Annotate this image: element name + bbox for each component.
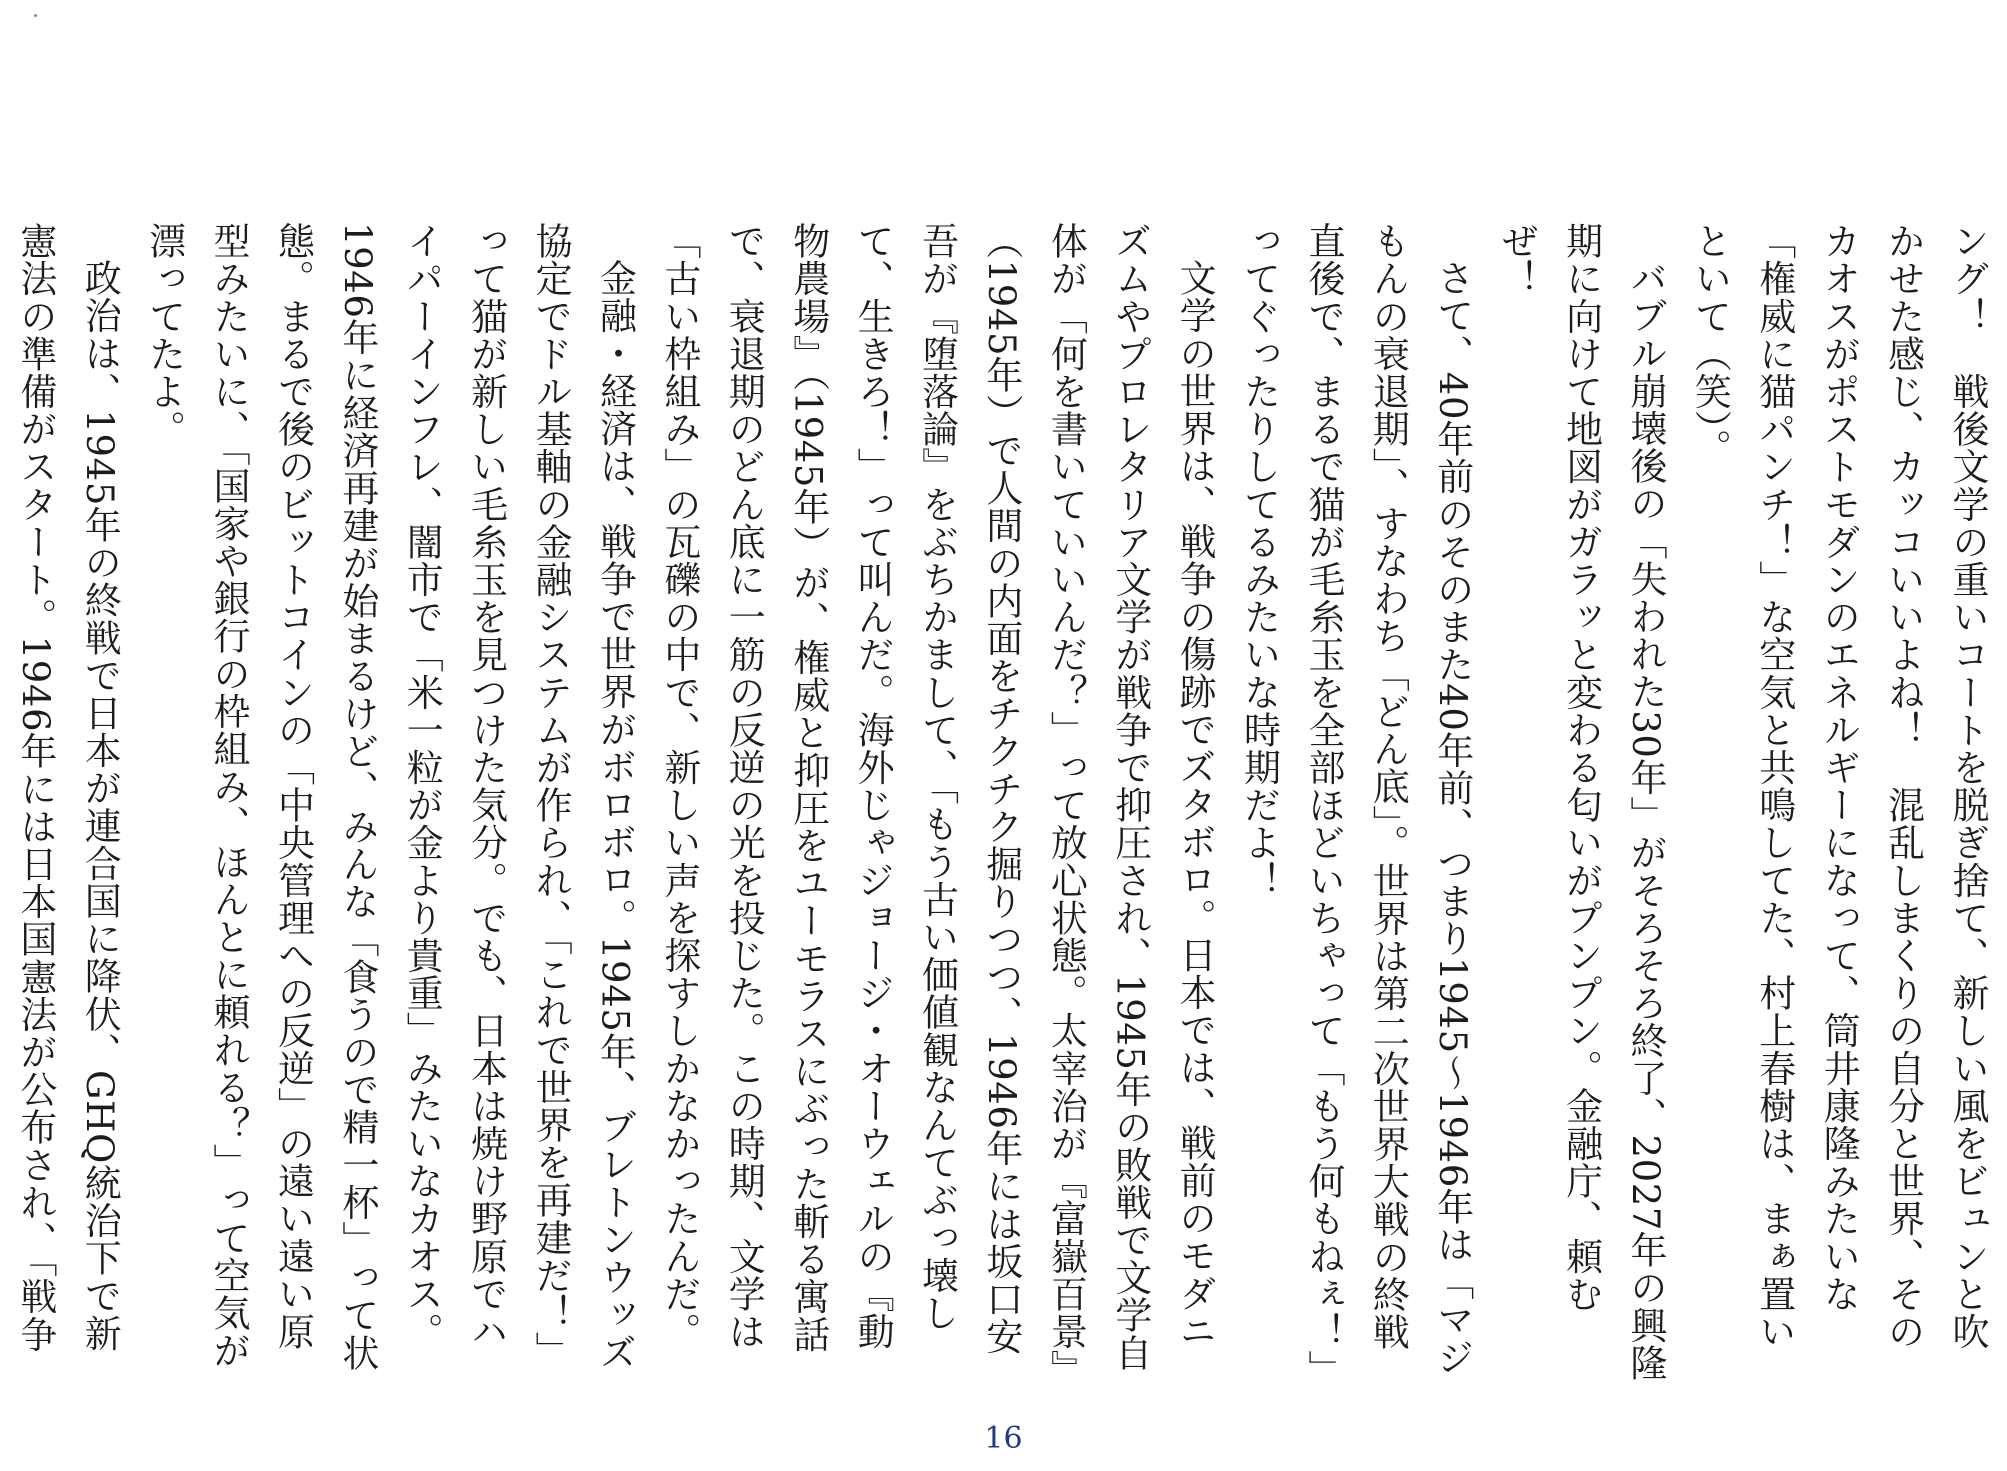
vertical-body-text — [4, 222, 1999, 1382]
paragraph-politics: 政治は、1945年の終戦で日本が連合国に降伏、GHQ統治下で新憲法の準備がスタート。1946年には日本国憲法が公布され、「戦争 — [13, 222, 122, 1353]
paragraph-1945-decline: さて、40年前のそのまた40年前、つまり1945～1946年は「マジもんの衰退期」、すなわち「どん底」。世界は第二次世界大戦の終戦直後で、まるで猫が毛糸玉を全部ほどいちゃって「もう何もねぇ！」ってぐったりしてるみたいな時期だよ！ — [1237, 222, 1474, 1376]
paragraph-bubble-era: バブル崩壊後の「失われた30年」がそろそろ終了、2027年の興隆期に向けて地図がガラッと変わる匂いがプンプン。金融庁、頼むぜ！ — [1495, 222, 1667, 1382]
paragraph-literature: 文学の世界は、戦争の傷跡でズタボロ。日本では、戦前のモダニズムやプロレタリア文学が戦争で抑圧され、1945年の敗戦で文学自体が「何を書いていいんだ？」って放心状態。太宰治が『富嶽百景』（1945年）で人間の内面をチクチク掘りつつ、1946年には坂口安吾が『堕落論』をぶちかまして、「もう古い価値観なんてぶっ壊して、生きろ！」って叫んだ。海外じゃジョージ・オーウェルの『動物農場』（1945年）が、権威と抑圧をユーモラスにぶった斬る寓話で、衰退期のどん底に一筋の反逆の光を投じた。この時期、文学は「古い枠組み」の瓦礫の中で、新しい声を探すしかなかったんだ。 — [657, 222, 1217, 1372]
paragraph-continued: ング！ 戦後文学の重いコートを脱ぎ捨て、新しい風をビュンと吹かせた感じ、カッコいいよね！ 混乱しまくりの自分と世界、そのカオスがポストモダンのエネルギーになって、筒井康隆みたいな「権威に猫パンチ！」な空気と共鳴してた、村上春樹は、まぁ置いといて（笑）。 — [1688, 222, 1989, 1350]
page-number: 16 — [984, 1421, 1023, 1456]
scan-speck-mark — [34, 14, 37, 17]
paragraph-finance-economy: 金融・経済は、戦争で世界がボロボロ。1945年、ブレトンウッズ協定でドル基軸の金融システムが作られ、「これで世界を再建だ！」って猫が新しい毛糸玉を見つけた気分。でも、日本は焼け野原でハイパーインフレ、闇市で「米一粒が金より貴重」みたいなカオス。1946年に経済再建が始まるけど、みんな「食うので精一杯」って状態。まるで後のビットコインの「中央管理への反逆」の遠い遠い原型みたいに、「国家や銀行の枠組み、ほんとに頼れる？」って空気が漂ってたよ。 — [142, 222, 637, 1372]
